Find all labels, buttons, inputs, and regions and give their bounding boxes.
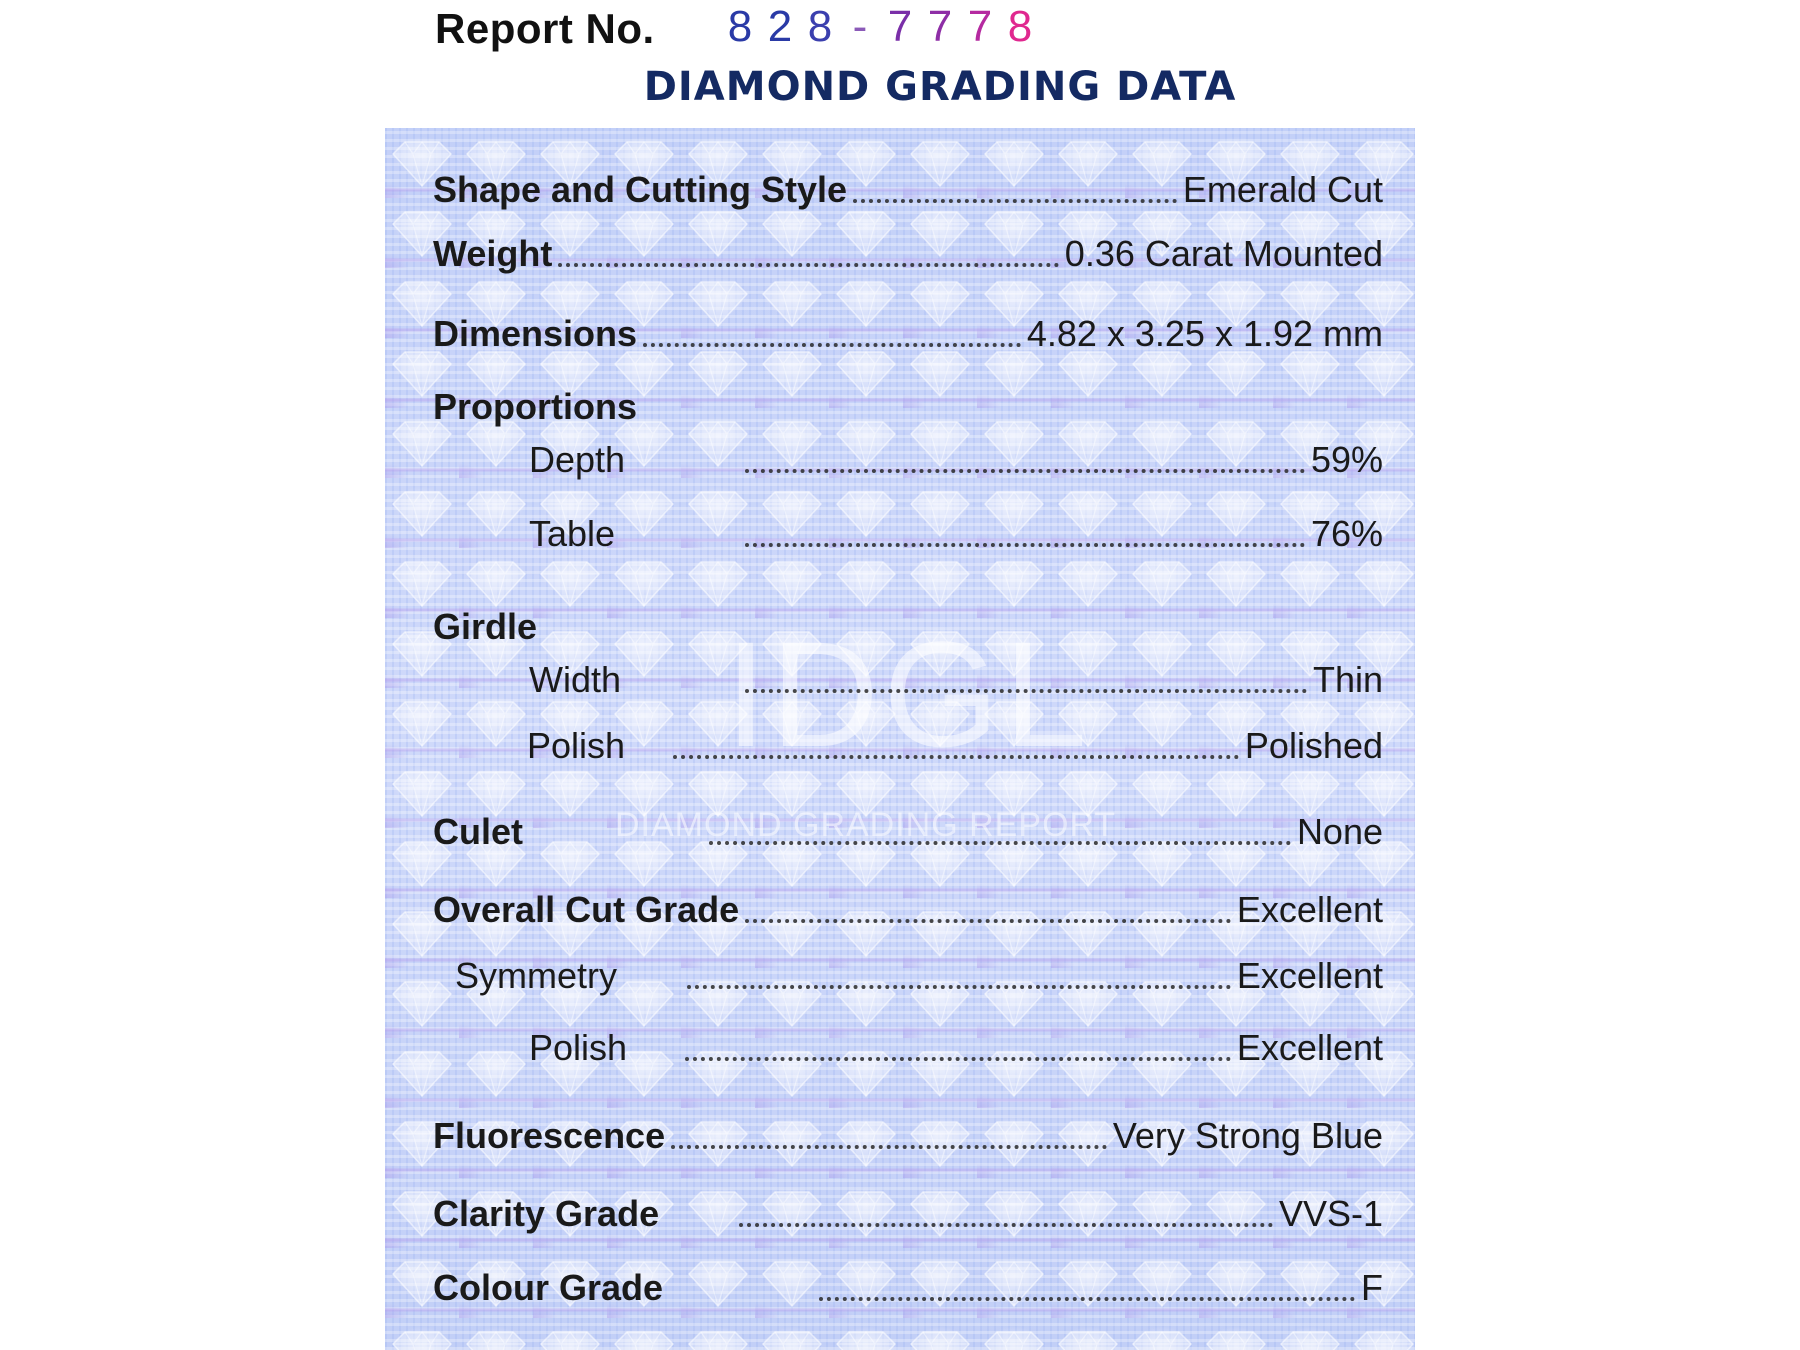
proportions-heading: Proportions: [433, 386, 637, 427]
weight-label: Weight: [433, 233, 553, 274]
clarity-label: Clarity Grade: [433, 1193, 660, 1234]
report-digit: 8: [727, 2, 753, 51]
colour-value: F: [1361, 1267, 1383, 1308]
grading-panel: [385, 128, 1415, 1350]
overall-cut-row: [433, 886, 1383, 934]
girdle-polish-value: Polished: [1244, 725, 1383, 766]
table-value: 76%: [1310, 513, 1383, 554]
shape-row: [433, 166, 1383, 214]
table-label: Table: [529, 513, 616, 554]
dot-leader: [558, 233, 1058, 267]
clarity-value: VVS-1: [1278, 1193, 1383, 1234]
symmetry-value: Excellent: [1236, 955, 1383, 996]
girdle-heading: Girdle: [433, 606, 538, 647]
report-digit: 7: [927, 2, 953, 51]
dot-leader: [643, 313, 1021, 347]
cut-polish-value: Excellent: [1236, 1027, 1383, 1068]
cut-polish-row: [433, 1024, 1383, 1072]
page-title-text: DIAMOND GRADING DATA: [643, 64, 1237, 110]
table-row: [433, 510, 1383, 558]
report-number: [435, 4, 655, 54]
girdle-width-value: Thin: [1312, 659, 1383, 700]
shape-value: Emerald Cut: [1182, 169, 1383, 210]
symmetry-label: Symmetry: [455, 955, 617, 996]
dot-leader: [745, 889, 1231, 923]
dot-leader: [853, 169, 1177, 203]
dimensions-value: 4.82 x 3.25 x 1.92 mm: [1026, 313, 1383, 354]
girdle-polish-row: [433, 722, 1383, 770]
cut-polish-label: Polish: [529, 1027, 628, 1068]
fluorescence-row: [433, 1112, 1383, 1160]
report-number-value: [720, 2, 1040, 52]
dot-leader: [819, 1267, 1355, 1301]
dot-leader: [745, 659, 1307, 693]
overall-cut-value: Excellent: [1236, 889, 1383, 930]
overall-cut-label: Overall Cut Grade: [433, 889, 740, 930]
report-digit: 2: [767, 2, 793, 51]
depth-row: [433, 436, 1383, 484]
colour-label: Colour Grade: [433, 1267, 664, 1308]
dot-leader: [671, 1115, 1107, 1149]
dot-leader: [745, 513, 1305, 547]
fluorescence-label: Fluorescence: [433, 1115, 666, 1156]
weight-value: 0.36 Carat Mounted: [1064, 233, 1383, 274]
watermark-logo: IDGL: [725, 610, 1092, 778]
girdle-polish-label: Polish: [527, 725, 626, 766]
culet-label: Culet: [433, 811, 523, 852]
report-number-label: Report No.: [435, 5, 655, 52]
weight-row: [433, 230, 1383, 278]
shape-label: Shape and Cutting Style: [433, 169, 848, 210]
culet-row: [433, 808, 1383, 856]
report-digit: 8: [1007, 2, 1033, 51]
report-digit: 8: [807, 2, 833, 51]
depth-value: 59%: [1310, 439, 1383, 480]
dot-leader: [709, 811, 1291, 845]
dot-leader: [687, 955, 1231, 989]
fluorescence-value: Very Strong Blue: [1112, 1115, 1383, 1156]
report-digit: -: [852, 2, 868, 51]
clarity-row: [433, 1190, 1383, 1238]
colour-row: [433, 1264, 1383, 1312]
depth-label: Depth: [529, 439, 626, 480]
girdle-width-row: [433, 656, 1383, 704]
page-title: [0, 64, 1800, 110]
watermark-text: DIAMOND GRADING REPORT: [615, 806, 1117, 844]
report-digit: 7: [887, 2, 913, 51]
dot-leader: [685, 1027, 1231, 1061]
symmetry-row: [433, 952, 1383, 1000]
report-digit: 7: [967, 2, 993, 51]
dot-leader: [745, 439, 1305, 473]
dimensions-label: Dimensions: [433, 313, 638, 354]
dot-leader: [673, 725, 1239, 759]
girdle-width-label: Width: [529, 659, 622, 700]
dimensions-row: [433, 310, 1383, 358]
culet-value: None: [1296, 811, 1383, 852]
dot-leader: [739, 1193, 1273, 1227]
